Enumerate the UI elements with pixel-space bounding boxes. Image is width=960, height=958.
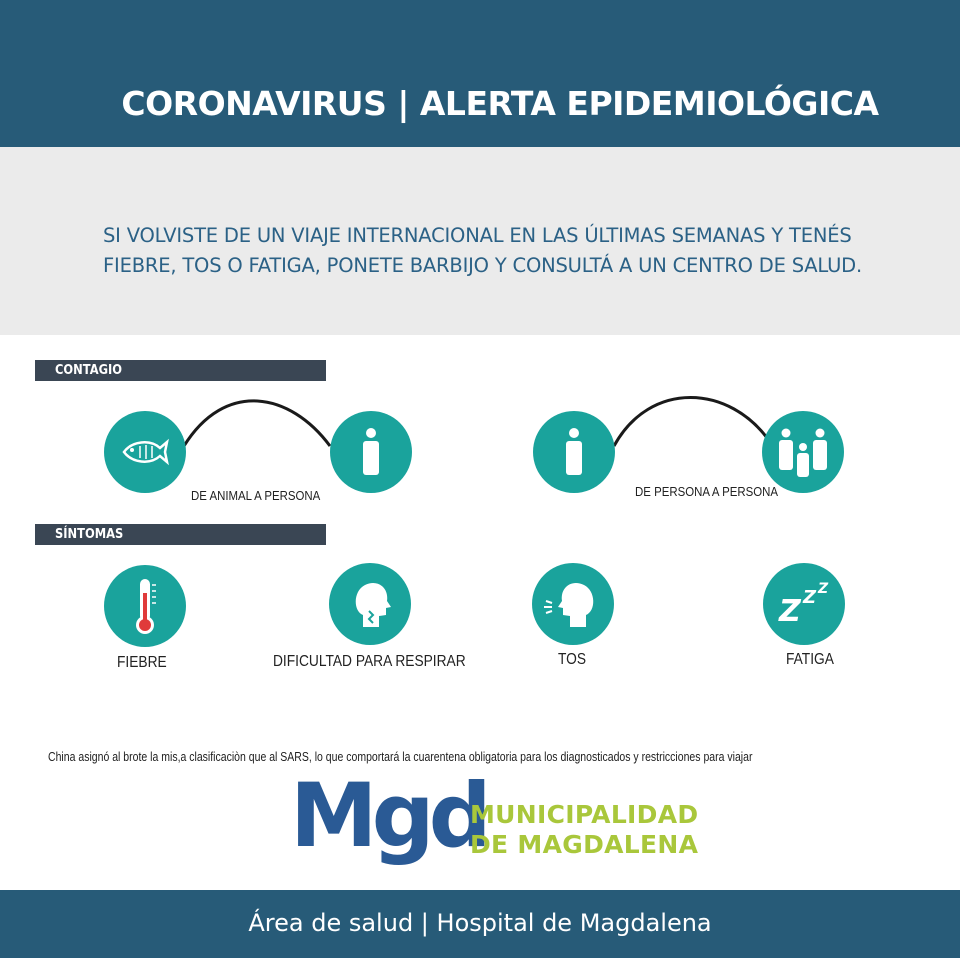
svg-text:Z: Z bbox=[818, 581, 829, 597]
person-icon bbox=[330, 411, 412, 493]
logo-text bbox=[470, 800, 698, 860]
intro-panel bbox=[0, 147, 960, 335]
cough-icon bbox=[532, 563, 614, 645]
thermometer-icon bbox=[104, 565, 186, 647]
arc-animal-person bbox=[184, 401, 330, 446]
symptom-label-respirar: DIFICULTAD PARA RESPIRAR bbox=[273, 653, 466, 670]
header-banner bbox=[0, 0, 960, 147]
section-title-sintomas: SÍNTOMAS bbox=[55, 526, 124, 542]
intro-text: SI VOLVISTE DE UN VIAJE INTERNACIONAL EN LAS ÚLTIMAS SEMANAS Y TENÉS FIEBRE, TOS O FATIGA, PONETE BARBIJO Y CONSULTÁ A UN CENTRO DE SALUD. bbox=[103, 224, 862, 277]
symptom-label-fatiga: FATIGA bbox=[786, 651, 834, 668]
person-icon bbox=[533, 411, 615, 493]
footer-text: Área de salud | Hospital de Magdalena bbox=[248, 909, 712, 937]
group-icon bbox=[762, 411, 844, 493]
svg-text:Z: Z bbox=[803, 587, 817, 608]
caption-person-person: DE PERSONA A PERSONA bbox=[635, 484, 779, 499]
footnote: China asignó al brote la mis,a clasificaciòn que al SARS, lo que comportará la cuarentena obligatoria para los diagnosticados y restricciones para viajar bbox=[48, 750, 753, 764]
section-title-contagio: CONTAGIO bbox=[55, 362, 123, 378]
footer-banner bbox=[0, 890, 960, 958]
head-throat-icon bbox=[329, 563, 411, 645]
section-bar-contagio bbox=[35, 360, 326, 381]
fish-icon bbox=[104, 411, 186, 493]
symptom-label-tos: TOS bbox=[558, 651, 587, 668]
section-bar-sintomas bbox=[35, 524, 326, 545]
symptom-label-fiebre: FIEBRE bbox=[117, 654, 167, 671]
logo-line-1: MUNICIPALIDAD bbox=[470, 800, 699, 829]
arc-person-person bbox=[614, 398, 770, 447]
sleep-icon bbox=[763, 563, 845, 645]
logo-mark: Mgd bbox=[290, 764, 486, 867]
svg-text:Z: Z bbox=[779, 594, 801, 629]
logo-line-2: DE MAGDALENA bbox=[470, 830, 699, 859]
page-title: CORONAVIRUS | ALERTA EPIDEMIOLÓGICA bbox=[121, 84, 879, 123]
caption-animal-person: DE ANIMAL A PERSONA bbox=[191, 488, 321, 503]
